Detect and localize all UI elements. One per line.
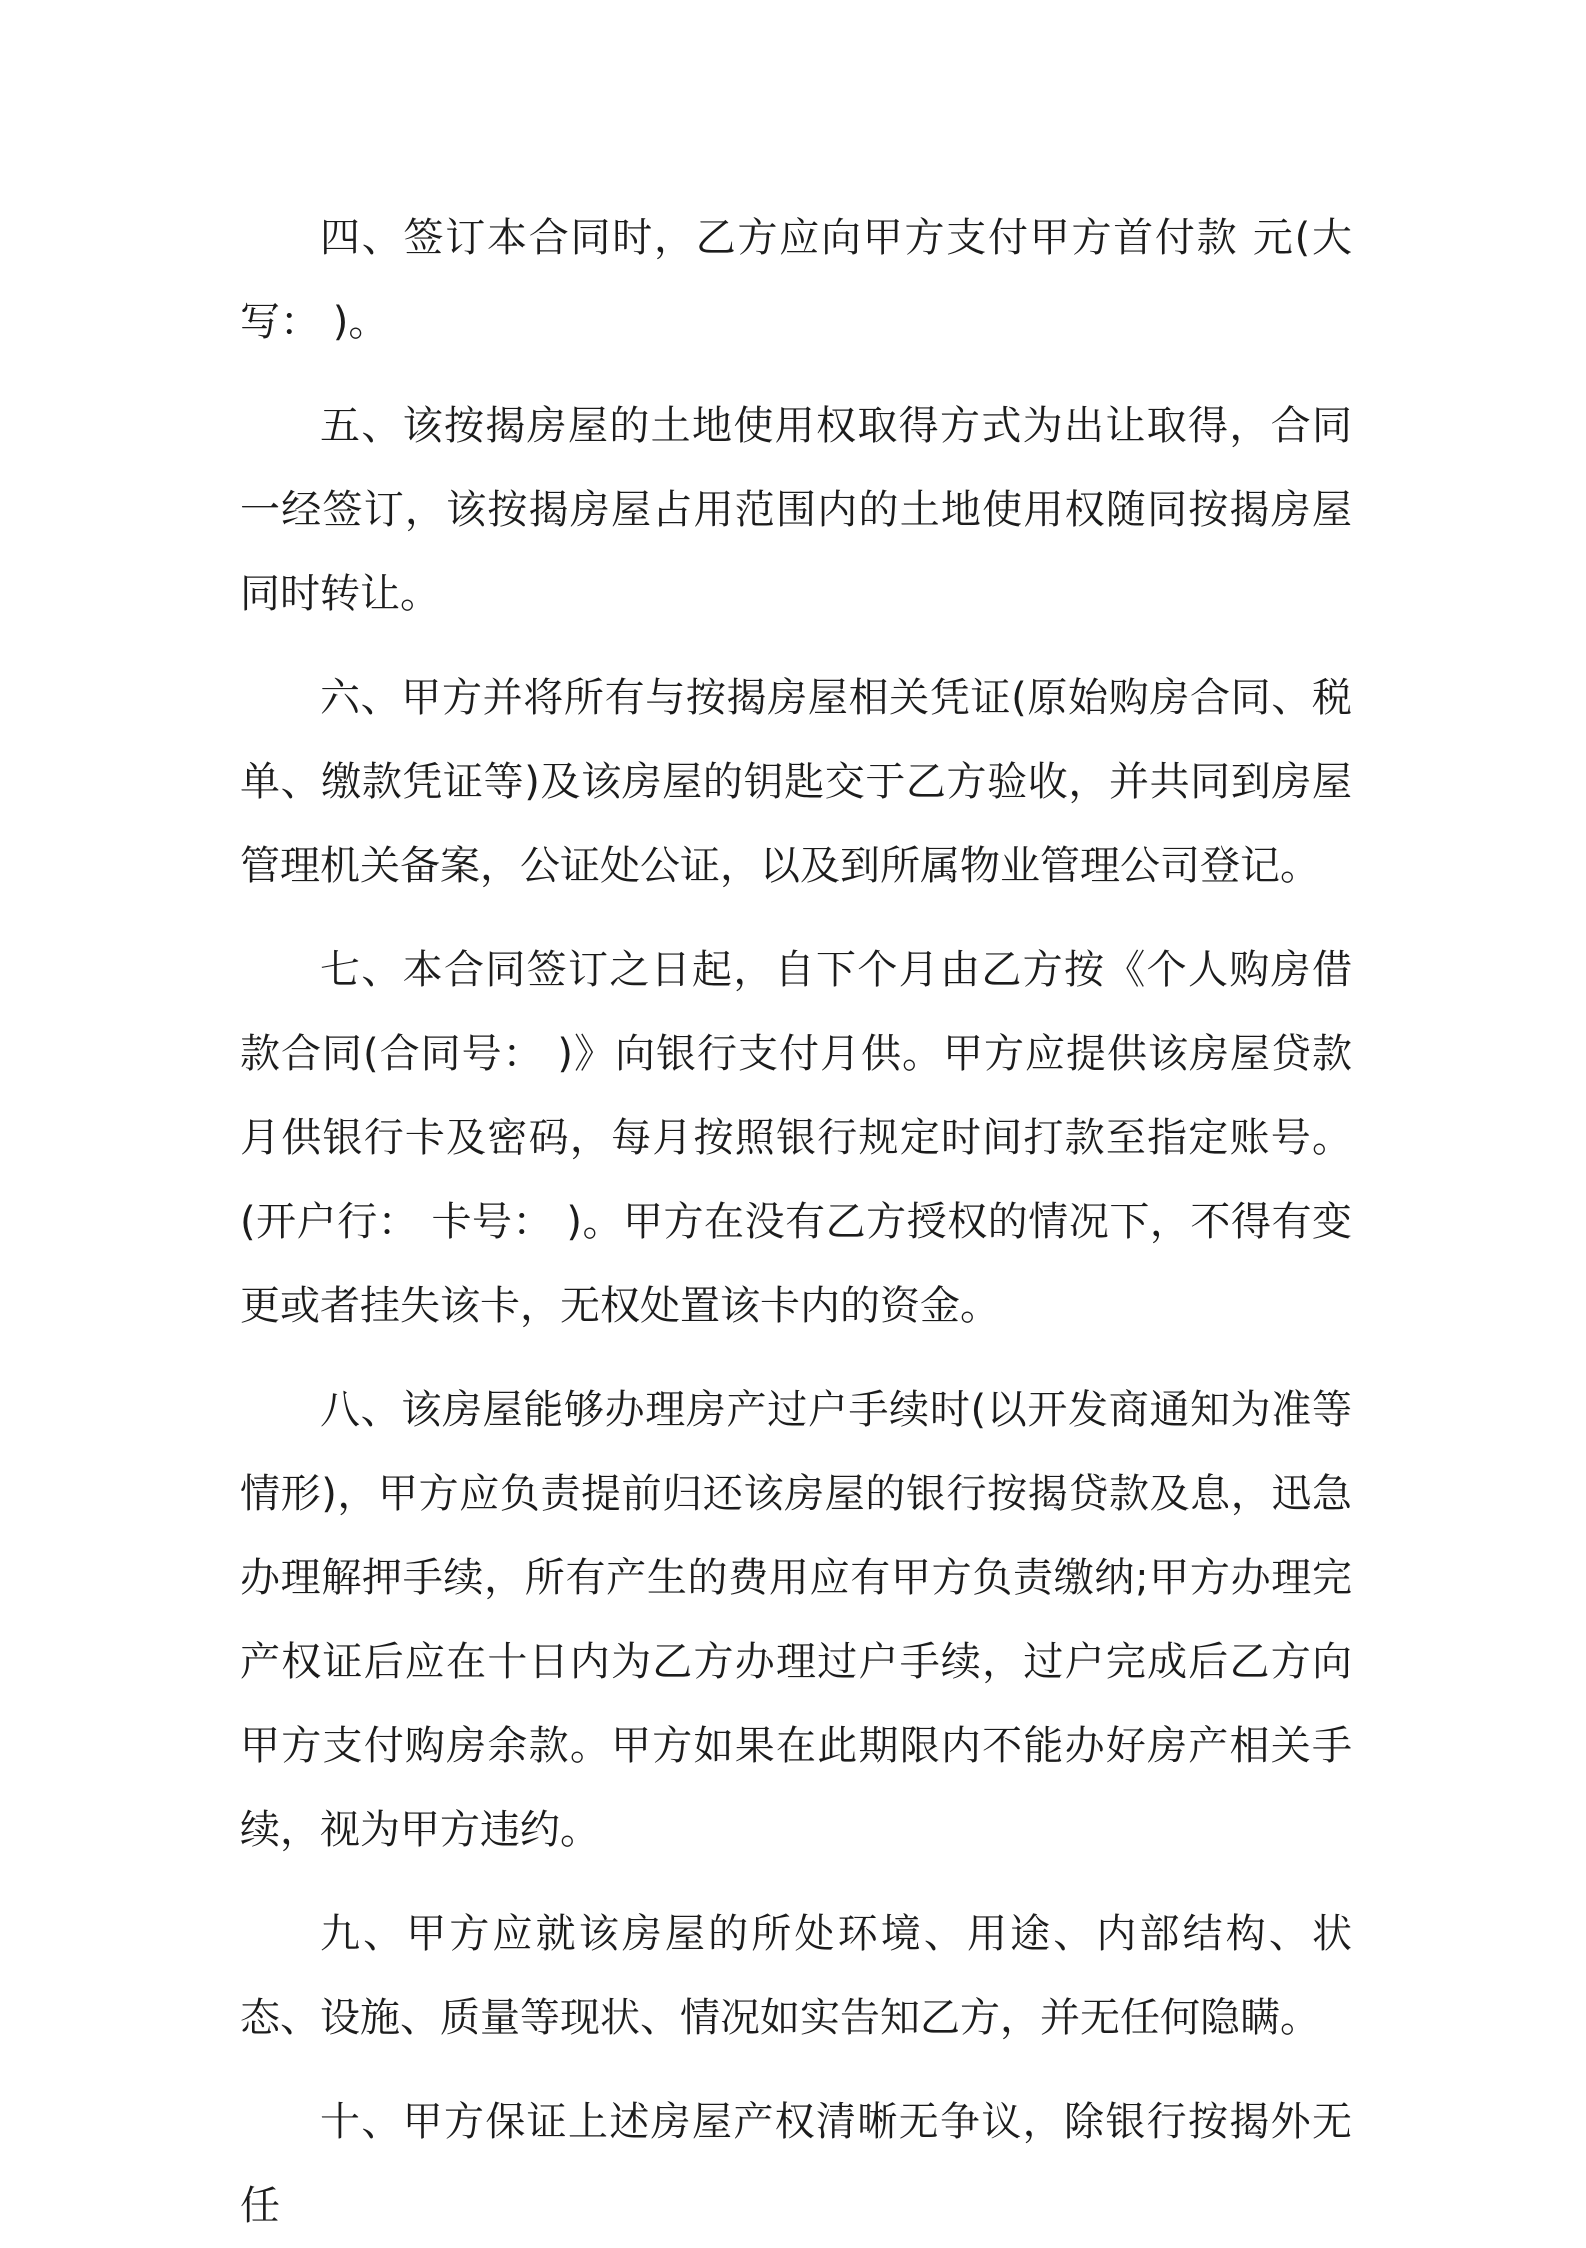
clause-9: 九、甲方应就该房屋的所处环境、用途、内部结构、状态、设施、质量等现状、情况如实告知乙方，并无任何隐瞒。 <box>240 1911 1352 2041</box>
clause-8: 八、该房屋能够办理房产过户手续时(以开发商通知为准等情形)，甲方应负责提前归还该房屋的银行按揭贷款及息，迅急办理解押手续，所有产生的费用应有甲方负责缴纳;甲方办理完产权证后应在十日内为乙方办理过户手续，过户完成后乙方向甲方支付购房余款。甲方如果在此期限内不能办好房产相关手续，视为甲方违约。 <box>240 1387 1352 1853</box>
clause-5: 五、该按揭房屋的土地使用权取得方式为出让取得，合同一经签订，该按揭房屋占用范围内的土地使用权随同按揭房屋同时转让。 <box>240 403 1352 617</box>
clause-7: 七、本合同签订之日起，自下个月由乙方按《个人购房借款合同(合同号： )》向银行支付月供。甲方应提供该房屋贷款月供银行卡及密码，每月按照银行规定时间打款至指定账号。(开户行： 卡号： )。甲方在没有乙方授权的情况下，不得有变更或者挂失该卡，无权处置该卡内的资金。 <box>240 947 1352 1329</box>
clause-4: 四、签订本合同时，乙方应向甲方支付甲方首付款 元(大写： )。 <box>240 215 1352 345</box>
clause-10: 十、甲方保证上述房屋产权清晰无争议，除银行按揭外无任 <box>240 2099 1352 2229</box>
clause-6: 六、甲方并将所有与按揭房屋相关凭证(原始购房合同、税单、缴款凭证等)及该房屋的钥匙交于乙方验收，并共同到房屋管理机关备案，公证处公证，以及到所属物业管理公司登记。 <box>240 675 1352 889</box>
contract-body <box>240 196 1352 2248</box>
